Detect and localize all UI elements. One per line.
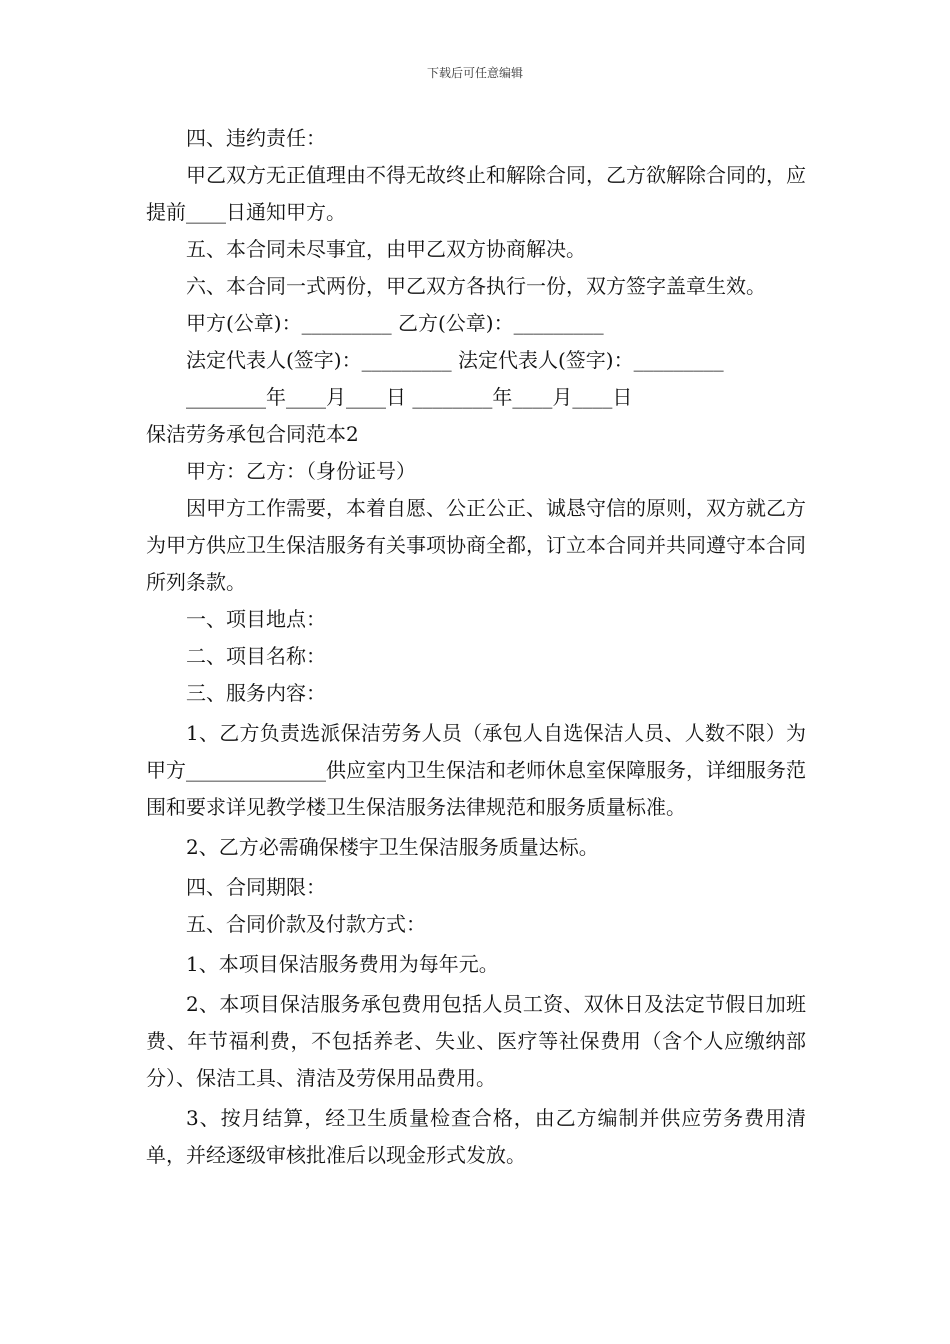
payment-clause-1: 1、本项目保洁服务费用为每年元。 [186,952,499,976]
service-clause-1: 1、乙方负责选派保洁劳务人员（承包人自选保洁人员、人数不限）为甲方______________供应室内卫生保洁和老师休息室保障服务，详细服务范围和要求详见教学楼卫生保洁服务法律规范和服务质量标准。 [146,721,806,819]
service-clause-2: 2、乙方必需确保楼宇卫生保洁服务质量达标。 [186,835,599,859]
paragraph-copies: 六、本合同一式两份，甲乙双方各执行一份，双方签字盖章生效。 [186,274,766,298]
contract-title: 保洁劳务承包合同范本2 [146,422,359,446]
paragraph-termination: 甲乙双方无正值理由不得无故终止和解除合同，乙方欲解除合同的，应提前____日通知甲方。 [146,163,806,224]
payment-clause-3: 3、按月结算，经卫生质量检查合格，由乙方编制并供应劳务费用清单，并经逐级审核批准后以现金形式发放。 [146,1106,806,1167]
paragraph-preamble: 因甲方工作需要，本着自愿、公正公正、诚恳守信的原则，双方就乙方为甲方供应卫生保洁服务有关事项协商全都，订立本合同并共同遵守本合同所列条款。 [146,496,806,594]
page-header: 下载后可任意编辑 [426,66,523,80]
signature-representative-line: 法定代表人(签字)：_________ 法定代表人(签字)：_________ [186,348,724,372]
section-breach-heading: 四、违约责任： [186,126,326,150]
parties-line: 甲方：乙方：（身份证号） [186,459,416,483]
paragraph-unresolved-matters: 五、本合同未尽事宜，由甲乙双方协商解决。 [186,237,586,261]
item-contract-term: 四、合同期限： [186,875,326,899]
item-project-location: 一、项目地点： [186,607,326,631]
item-service-content: 三、服务内容： [186,681,326,705]
item-price-payment: 五、合同价款及付款方式： [186,912,426,936]
item-project-name: 二、项目名称： [186,644,326,668]
payment-clause-2: 2、本项目保洁服务承包费用包括人员工资、双休日及法定节假日加班费、年节福利费，不包括养老、失业、医疗等社保费用（含个人应缴纳部分）、保洁工具、清洁及劳保用品费用。 [146,992,806,1090]
signature-date-line: ________年____月____日 ________年____月____日 [186,385,633,409]
signature-seal-line: 甲方(公章)：_________ 乙方(公章)：_________ [186,311,604,335]
document-body [146,120,806,1174]
